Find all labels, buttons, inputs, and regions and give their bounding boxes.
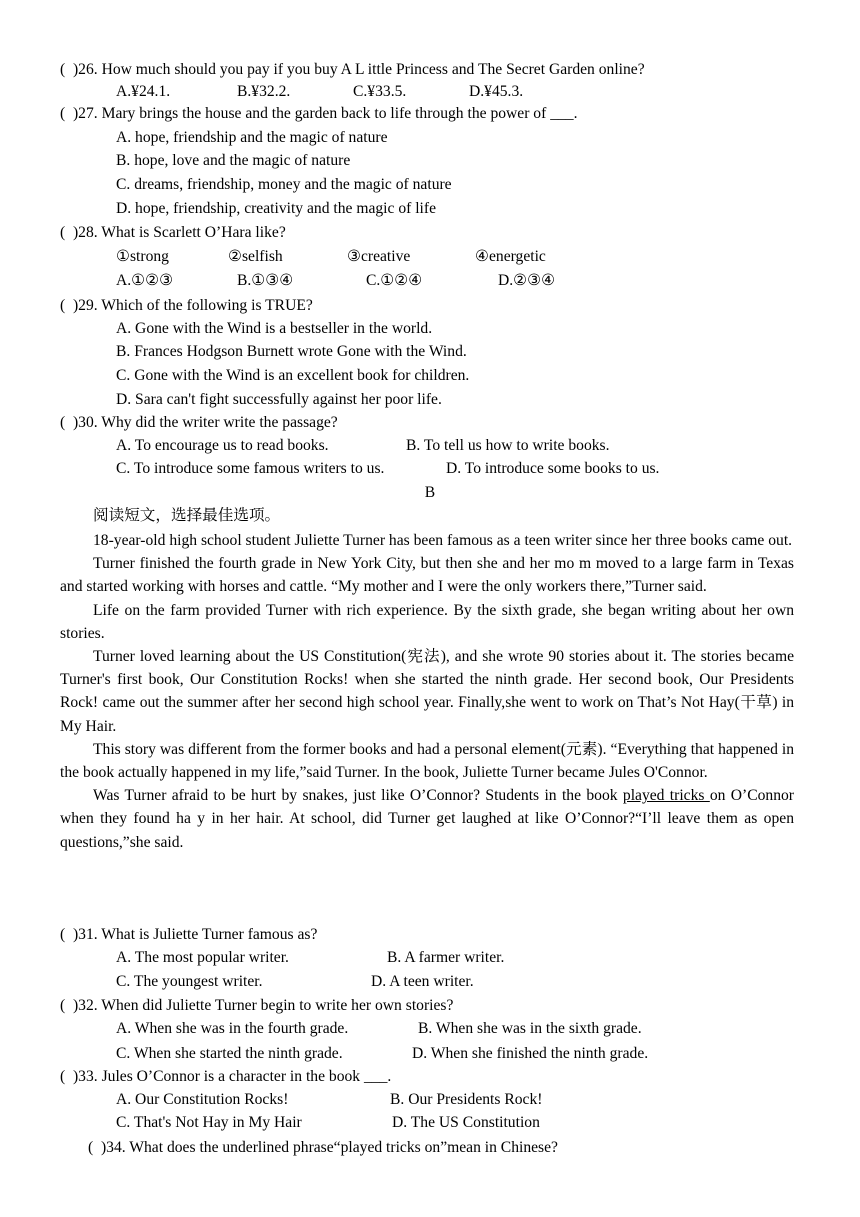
paragraph-6-start: Was Turner afraid to be hurt by snakes, just like O’Connor? Students in the book	[93, 787, 623, 805]
option-31-a: A. The most popular writer.	[116, 949, 289, 966]
option-27-b: B. hope, love and the magic of nature	[116, 152, 351, 169]
question-34: ( )34. What does the underlined phrase“played tricks on”mean in Chinese?	[88, 1139, 558, 1156]
option-28-a: A.①②③	[116, 272, 174, 289]
option-26-b: B.¥32.2.	[237, 83, 291, 100]
option-33-b: B. Our Presidents Rock!	[390, 1091, 543, 1108]
passage-paragraph-5: This story was different from the former books and had a personal element(元素). “Everything that happened in the book actually happened in my life,”said Turner. In the book, Juliette Turner became Jules O'Connor.	[60, 740, 794, 782]
question-26: ( )26. How much should you pay if you buy A L ittle Princess and The Secret Garden online?	[60, 61, 645, 78]
option-26-a: A.¥24.1.	[116, 83, 171, 100]
option-26-c: C.¥33.5.	[353, 83, 407, 100]
passage-paragraph-6	[60, 784, 794, 854]
option-30-c: C. To introduce some famous writers to us.	[116, 460, 385, 477]
trait-4: ④energetic	[475, 248, 546, 265]
option-30-b: B. To tell us how to write books.	[406, 437, 610, 454]
option-33-a: A. Our Constitution Rocks!	[116, 1091, 289, 1108]
option-29-d: D. Sara can't fight successfully against her poor life.	[116, 391, 442, 408]
paragraph-6-end: on O’Connor when they found ha y in her hair. At school, did Turner get laughed at like O’Connor?“I’ll leave them as open questions,”she said.	[60, 787, 794, 851]
underlined-phrase: played tricks	[622, 787, 710, 805]
option-29-a: A. Gone with the Wind is a bestseller in the world.	[116, 320, 433, 337]
option-27-d: D. hope, friendship, creativity and the magic of life	[116, 200, 436, 217]
question-32: ( )32. When did Juliette Turner begin to write her own stories?	[60, 997, 454, 1014]
section-b-instruction: 阅读短文，选择最佳选项。	[93, 507, 281, 524]
option-29-c: C. Gone with the Wind is an excellent book for children.	[116, 367, 470, 384]
option-33-c: C. That's Not Hay in My Hair	[116, 1114, 302, 1131]
question-30: ( )30. Why did the writer write the passage?	[60, 414, 338, 431]
trait-3: ③creative	[347, 248, 411, 265]
passage-b	[60, 529, 794, 854]
option-32-a: A. When she was in the fourth grade.	[116, 1020, 349, 1037]
option-33-d: D. The US Constitution	[392, 1114, 540, 1131]
option-30-a: A. To encourage us to read books.	[116, 437, 329, 454]
option-31-d: D. A teen writer.	[371, 973, 474, 990]
option-28-c: C.①②④	[366, 272, 423, 289]
trait-1: ①strong	[116, 248, 169, 265]
option-31-b: B. A farmer writer.	[387, 949, 505, 966]
option-30-d: D. To introduce some books to us.	[446, 460, 660, 477]
question-27: ( )27. Mary brings the house and the garden back to life through the power of ___.	[60, 105, 578, 122]
passage-paragraph-3: Life on the farm provided Turner with rich experience. By the sixth grade, she began writing about her own stories.	[60, 601, 794, 642]
option-32-d: D. When she finished the ninth grade.	[412, 1045, 649, 1062]
passage-paragraph-2: Turner finished the fourth grade in New York City, but then she and her mo m moved to a large farm in Texas and started working with horses and cattle. “My mother and I were the only workers there,”Turner said.	[60, 555, 794, 596]
option-31-c: C. The youngest writer.	[116, 973, 263, 990]
option-28-b: B.①③④	[237, 272, 294, 289]
section-b-label: B	[424, 484, 436, 501]
question-31: ( )31. What is Juliette Turner famous as?	[60, 926, 318, 943]
option-26-d: D.¥45.3.	[469, 83, 524, 100]
question-29: ( )29. Which of the following is TRUE?	[60, 297, 313, 314]
option-28-d: D.②③④	[498, 272, 556, 289]
question-33: ( )33. Jules O’Connor is a character in the book ___.	[60, 1068, 392, 1085]
option-32-b: B. When she was in the sixth grade.	[418, 1020, 642, 1037]
question-28: ( )28. What is Scarlett O’Hara like?	[60, 224, 286, 241]
passage-paragraph-4: Turner loved learning about the US Constitution(宪法), and she wrote 90 stories about it. The stories became Turner's first book, Our Constitution Rocks! when she started the ninth grade. Her second book, Our Presidents Rock! came out the summer after her second high school year. Finally,she went to work on That’s Not Hay(干草) in My Hair.	[60, 648, 794, 735]
trait-2: ②selfish	[228, 248, 283, 265]
passage-paragraph-1: 18-year-old high school student Juliette Turner has been famous as a teen writer since her three books came out.	[93, 532, 793, 549]
option-32-c: C. When she started the ninth grade.	[116, 1045, 343, 1062]
option-27-c: C. dreams, friendship, money and the magic of nature	[116, 176, 452, 193]
option-27-a: A. hope, friendship and the magic of nature	[116, 129, 388, 146]
option-29-b: B. Frances Hodgson Burnett wrote Gone with the Wind.	[116, 343, 467, 360]
